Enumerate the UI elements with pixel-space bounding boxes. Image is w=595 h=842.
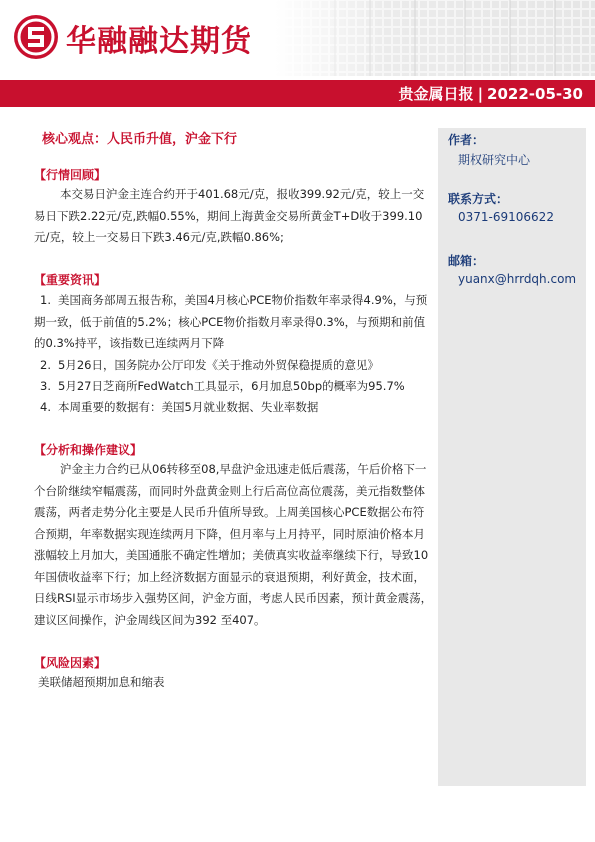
author-label: 作者： bbox=[448, 133, 485, 147]
risk-text: 美联储超预期加息和缩表 bbox=[38, 675, 165, 689]
news-item-text: 5月27日芝商所FedWatch工具显示，6月加息50bp的概率为95.7% bbox=[58, 379, 405, 393]
contact-value: 0371-69106622 bbox=[458, 210, 554, 224]
title-separator: | bbox=[477, 85, 484, 103]
report-type: 贵金属日报 bbox=[398, 85, 474, 103]
news-item-2 bbox=[34, 355, 436, 377]
email-value[interactable]: yuanx@hrrdqh.com bbox=[458, 272, 577, 286]
market-review-text: 本交易日沪金主连合约开于401.68元/克，报收399.92元/克，较上一交易日下跌2.22元/克,跌幅0.55%，期间上海黄金交易所黄金T+D收于399.10元/克，较上一交易日下跌3.46元/克,跌幅0.86%; bbox=[34, 187, 425, 244]
market-review-title: 【行情回顾】 bbox=[34, 168, 107, 182]
company-name: 华融融达期货 bbox=[66, 24, 252, 59]
news-item-number: 1. bbox=[40, 293, 51, 307]
news-item-4 bbox=[34, 397, 436, 419]
key-news-title: 【重要资讯】 bbox=[34, 273, 107, 287]
news-item-text: 美国商务部周五报告称，美国4月核心PCE物价指数年率录得4.9%，与预期一致，低于前值的5.2%；核心PCE物价指数月率录得0.3%，与预期和前值的0.3%持平，该指数已连续两月下降 bbox=[34, 293, 428, 350]
contact-label: 联系方式： bbox=[448, 192, 509, 206]
header-decoration bbox=[275, 0, 595, 76]
risk-title: 【风险因素】 bbox=[34, 656, 107, 670]
report-title-banner bbox=[0, 80, 595, 107]
company-logo-icon bbox=[14, 15, 58, 59]
report-header bbox=[0, 0, 595, 80]
analysis-text: 沪金主力合约已从06转移至08,早盘沪金迅速走低后震荡，午后价格下一个台阶继续窄幅震荡，而同时外盘黄金则上行后高位高位震荡，美元指数整体震荡，两者走势分化主要是人民币升值所导致。上周美国核心PCE数据公布符合预期，年率数据实现连续两月下降，但月率与上月持平，同时原油价格本月涨幅较上月加大，美国通胀不确定性增加；美债真实收益率继续下行，导致10年国债收益率下行；加上经济数据方面显示的衰退预期，利好黄金，技术面，日线RSI显示市场步入强势区间，沪金方面，考虑人民币因素，预计黄金震荡，建议区间操作，沪金周线区间为392 至407。 bbox=[34, 462, 433, 627]
news-item-text: 5月26日，国务院办公厅印发《关于推动外贸保稳提质的意见》 bbox=[58, 358, 379, 372]
analysis-title: 【分析和操作建议】 bbox=[34, 443, 143, 457]
author-sidebar bbox=[438, 128, 586, 786]
report-date: 2022-05-30 bbox=[487, 85, 583, 103]
news-item-1 bbox=[34, 290, 436, 355]
author-value: 期权研究中心 bbox=[458, 153, 531, 167]
news-item-3 bbox=[34, 376, 436, 398]
email-label: 邮箱： bbox=[448, 254, 485, 268]
news-item-text: 本周重要的数据有：美国5月就业数据、失业率数据 bbox=[58, 400, 319, 414]
news-item-number: 3. bbox=[40, 379, 51, 393]
core-view-heading: 核心观点：人民币升值，沪金下行 bbox=[42, 132, 238, 147]
news-item-number: 2. bbox=[40, 358, 51, 372]
news-item-number: 4. bbox=[40, 400, 51, 414]
